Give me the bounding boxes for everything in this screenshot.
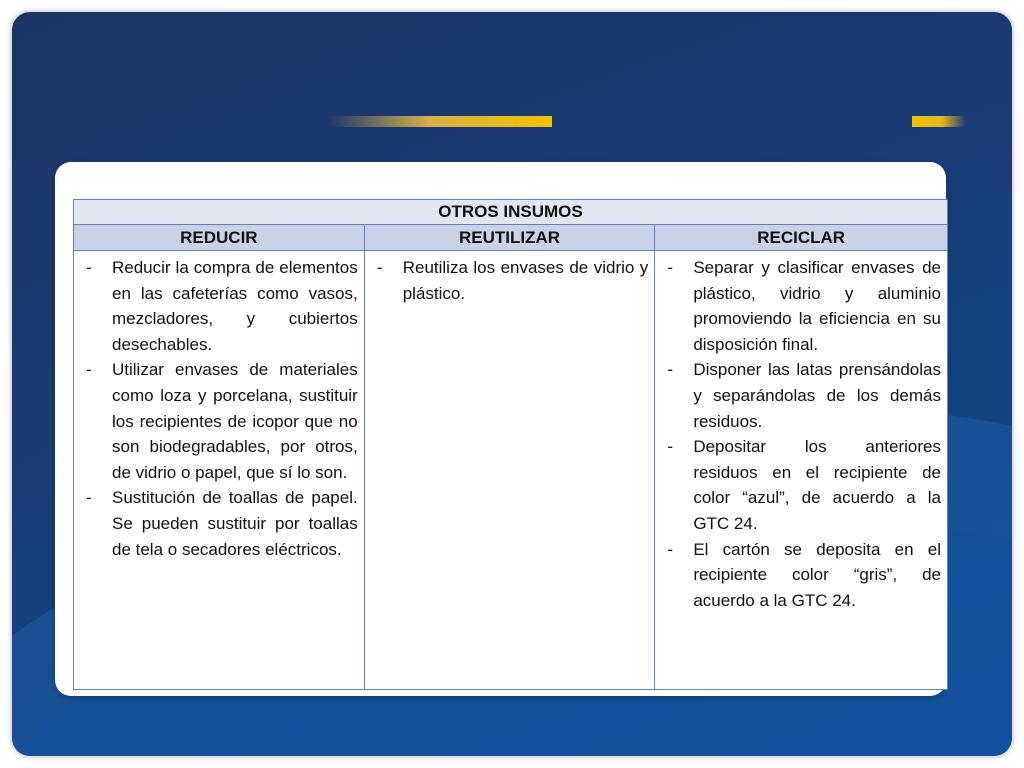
list-item: [661, 255, 941, 357]
list-item: [80, 357, 358, 485]
gold-accent-bar: [330, 116, 552, 127]
list-item: [80, 255, 358, 357]
list-item: [661, 434, 941, 536]
insumos-table: [73, 199, 948, 690]
list-item-text: Reutiliza los envases de vidrio y plástico.: [402, 258, 649, 303]
bullet-dash: -: [667, 539, 673, 559]
list-item-text: Reducir la compra de elementos en las cafeterías como vasos, mezcladores, y cubiertos desechables.: [112, 258, 358, 354]
bullet-dash: -: [667, 437, 673, 457]
table-title-row: [74, 200, 948, 225]
list-item: [371, 255, 649, 306]
list-item-text: Depositar los anteriores residuos en el recipiente de color “azul”, de acuerdo a la GTC 24.: [693, 437, 941, 533]
list-item-text: El cartón se deposita en el recipiente color “gris”, de acuerdo a la GTC 24.: [693, 539, 941, 610]
column-reducir: [74, 251, 365, 690]
list-item: [661, 537, 941, 614]
table-title: OTROS INSUMOS: [74, 200, 948, 225]
column-reutilizar: [364, 251, 655, 690]
header-reciclar: RECICLAR: [655, 225, 948, 251]
column-reciclar: [655, 251, 948, 690]
bullet-dash: -: [667, 360, 673, 380]
bullet-dash: -: [376, 258, 383, 277]
bullet-dash: -: [86, 488, 92, 508]
list-item: [661, 357, 941, 434]
header-reducir: REDUCIR: [74, 225, 365, 251]
list-item-text: Sustitución de toallas de papel. Se pueden sustituir por toallas de tela o secadores eléctricos.: [112, 488, 358, 559]
reutilizar-list: [371, 255, 649, 306]
bullet-dash: -: [667, 258, 673, 277]
list-item-text: Disponer las latas prensándolas y separándolas de los demás residuos.: [693, 360, 941, 431]
bullet-dash: -: [86, 360, 92, 380]
reciclar-list: [661, 255, 941, 613]
list-item-text: Utilizar envases de materiales como loza y porcelana, sustituir los recipientes de icopor que no son biodegradables, por otros, de vidrio o papel, que sí lo son.: [112, 360, 358, 482]
header-reutilizar: REUTILIZAR: [364, 225, 655, 251]
table-body-row: [74, 251, 948, 690]
bullet-dash: -: [86, 258, 92, 277]
list-item-text: Separar y clasificar envases de plástico, vidrio y aluminio promoviendo la eficiencia en su disposición final.: [693, 258, 941, 354]
list-item: [80, 485, 358, 562]
reducir-list: [80, 255, 358, 562]
gold-accent-bar: [912, 116, 966, 127]
table-header-row: [74, 225, 948, 251]
